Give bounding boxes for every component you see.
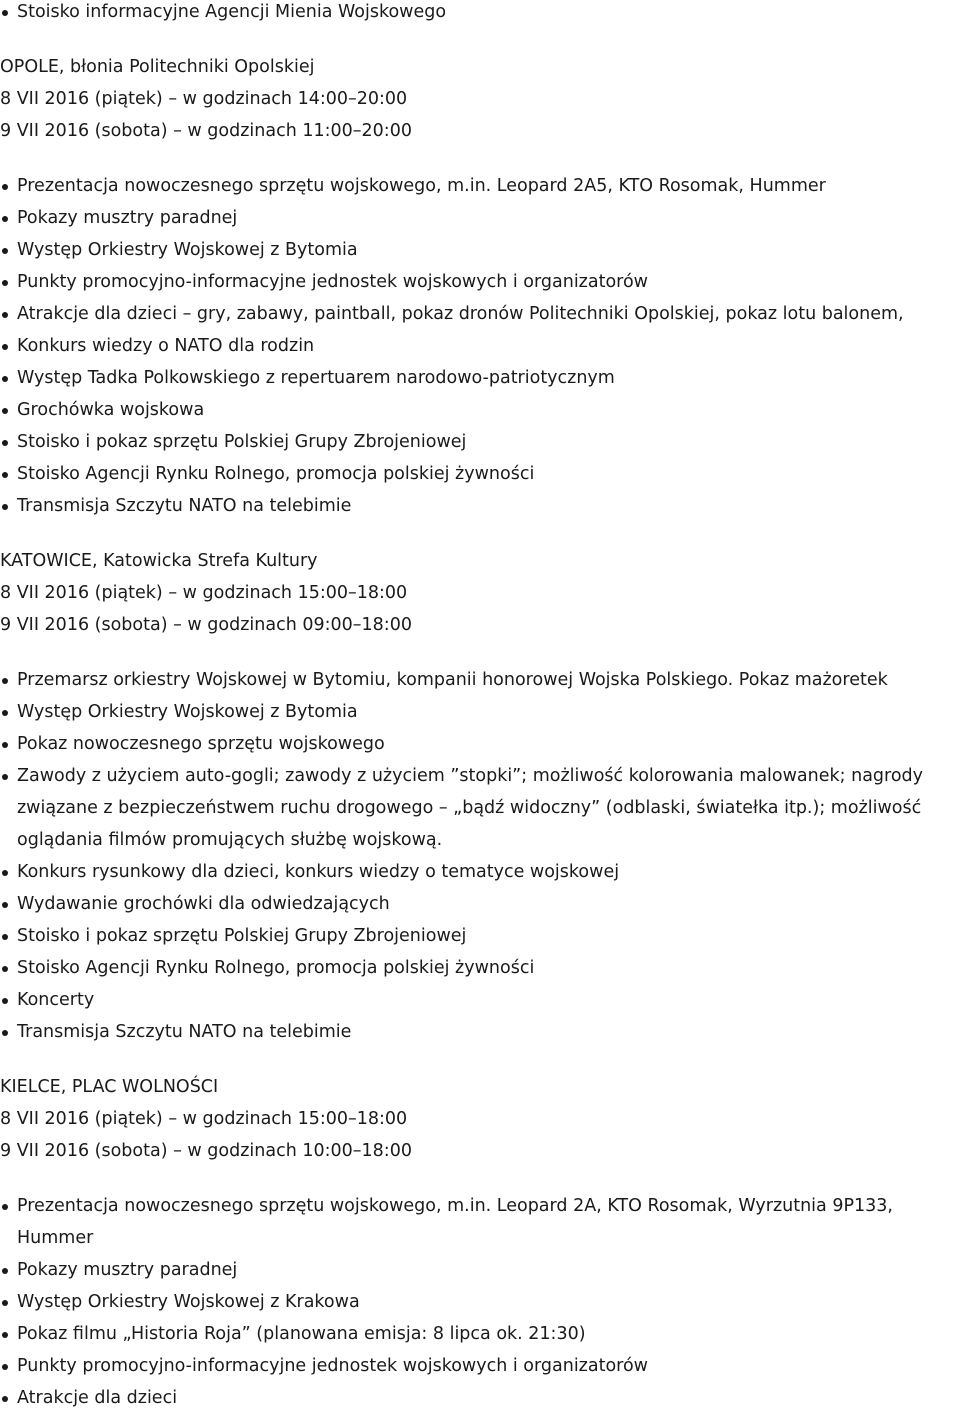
section-opole bbox=[0, 55, 960, 549]
list-item: Występ Orkiestry Wojskowej z Bytomia bbox=[0, 700, 960, 732]
section-kielce bbox=[0, 1075, 960, 1418]
list-item: Atrakcje dla dzieci bbox=[0, 1386, 960, 1418]
date-line: 9 VII 2016 (sobota) – w godzinach 09:00–18:00 bbox=[0, 615, 412, 635]
list-item: Stoisko Agencji Rynku Rolnego, promocja polskiej żywności bbox=[0, 956, 960, 988]
list-item: Punkty promocyjno-informacyjne jednostek wojskowych i organizatorów bbox=[0, 1354, 960, 1386]
list-item: Przemarsz orkiestry Wojskowej w Bytomiu, kompanii honorowej Wojska Polskiego. Pokaz mażoretek bbox=[0, 668, 960, 700]
list-item: Pokazy musztry paradnej bbox=[0, 206, 960, 238]
list-item: Transmisja Szczytu NATO na telebimie bbox=[0, 1020, 960, 1052]
spacer bbox=[0, 151, 960, 174]
list-item: Stoisko informacyjne Agencji Mienia Wojskowego bbox=[0, 0, 960, 32]
date-line: 8 VII 2016 (piątek) – w godzinach 15:00–18:00 bbox=[0, 583, 408, 603]
list-item: Stoisko i pokaz sprzętu Polskiej Grupy Zbrojeniowej bbox=[0, 430, 960, 462]
list-item: Stoisko Agencji Rynku Rolnego, promocja polskiej żywności bbox=[0, 462, 960, 494]
spacer bbox=[0, 526, 960, 549]
list-item: Prezentacja nowoczesnego sprzętu wojskowego, m.in. Leopard 2A5, KTO Rosomak, Hummer bbox=[0, 174, 960, 206]
list-item: Prezentacja nowoczesnego sprzętu wojskowego, m.in. Leopard 2A, KTO Rosomak, Wyrzutnia 9P133, Hummer bbox=[0, 1190, 960, 1254]
list-item: Występ Tadka Polkowskiego z repertuarem narodowo-patriotycznym bbox=[0, 366, 960, 398]
list-item: Zawody z użyciem auto-gogli; zawody z użyciem ”stopki”; możliwość kolorowania malowanek; nagrody związane z bezpieczeństwem ruchu drogowego – „bądź widoczny” (odblaski, światełka itp.); możliwość oglądania filmów promujących służbę wojskową. bbox=[0, 760, 960, 856]
list-item: Atrakcje dla dzieci – gry, zabawy, paintball, pokaz dronów Politechniki Opolskiej, pokaz lotu balonem, bbox=[0, 302, 960, 334]
section-katowice bbox=[0, 549, 960, 1075]
list-item: Pokazy musztry paradnej bbox=[0, 1258, 960, 1290]
list-item: Konkurs rysunkowy dla dzieci, konkurs wiedzy o tematyce wojskowej bbox=[0, 860, 960, 892]
list-item: Wydawanie grochówki dla odwiedzających bbox=[0, 892, 960, 924]
list-item: Grochówka wojskowa bbox=[0, 398, 960, 430]
date-line: 9 VII 2016 (sobota) – w godzinach 11:00–20:00 bbox=[0, 121, 412, 141]
location-heading: KATOWICE, Katowicka Strefa Kultury bbox=[0, 551, 318, 571]
list-item: Pokaz nowoczesnego sprzętu wojskowego bbox=[0, 732, 960, 764]
date-line: 8 VII 2016 (piątek) – w godzinach 15:00–18:00 bbox=[0, 1109, 408, 1129]
list-item: Pokaz filmu „Historia Roja” (planowana emisja: 8 lipca ok. 21:30) bbox=[0, 1322, 960, 1354]
location-heading: OPOLE, błonia Politechniki Opolskiej bbox=[0, 57, 315, 77]
date-line: 9 VII 2016 (sobota) – w godzinach 10:00–18:00 bbox=[0, 1141, 412, 1161]
location-heading: KIELCE, PLAC WOLNOŚCI bbox=[0, 1077, 219, 1097]
date-line: 8 VII 2016 (piątek) – w godzinach 14:00–20:00 bbox=[0, 89, 408, 109]
list-item: Punkty promocyjno-informacyjne jednostek wojskowych i organizatorów bbox=[0, 270, 960, 302]
list-item: Występ Orkiestry Wojskowej z Bytomia bbox=[0, 238, 960, 270]
list-item: Występ Orkiestry Wojskowej z Krakowa bbox=[0, 1290, 960, 1322]
spacer bbox=[0, 1052, 960, 1075]
list-item: Stoisko i pokaz sprzętu Polskiej Grupy Zbrojeniowej bbox=[0, 924, 960, 956]
list-item: Koncerty bbox=[0, 988, 960, 1020]
list-item: Konkurs wiedzy o NATO dla rodzin bbox=[0, 334, 960, 366]
spacer bbox=[0, 32, 960, 55]
spacer bbox=[0, 645, 960, 668]
list-item: Transmisja Szczytu NATO na telebimie bbox=[0, 494, 960, 526]
